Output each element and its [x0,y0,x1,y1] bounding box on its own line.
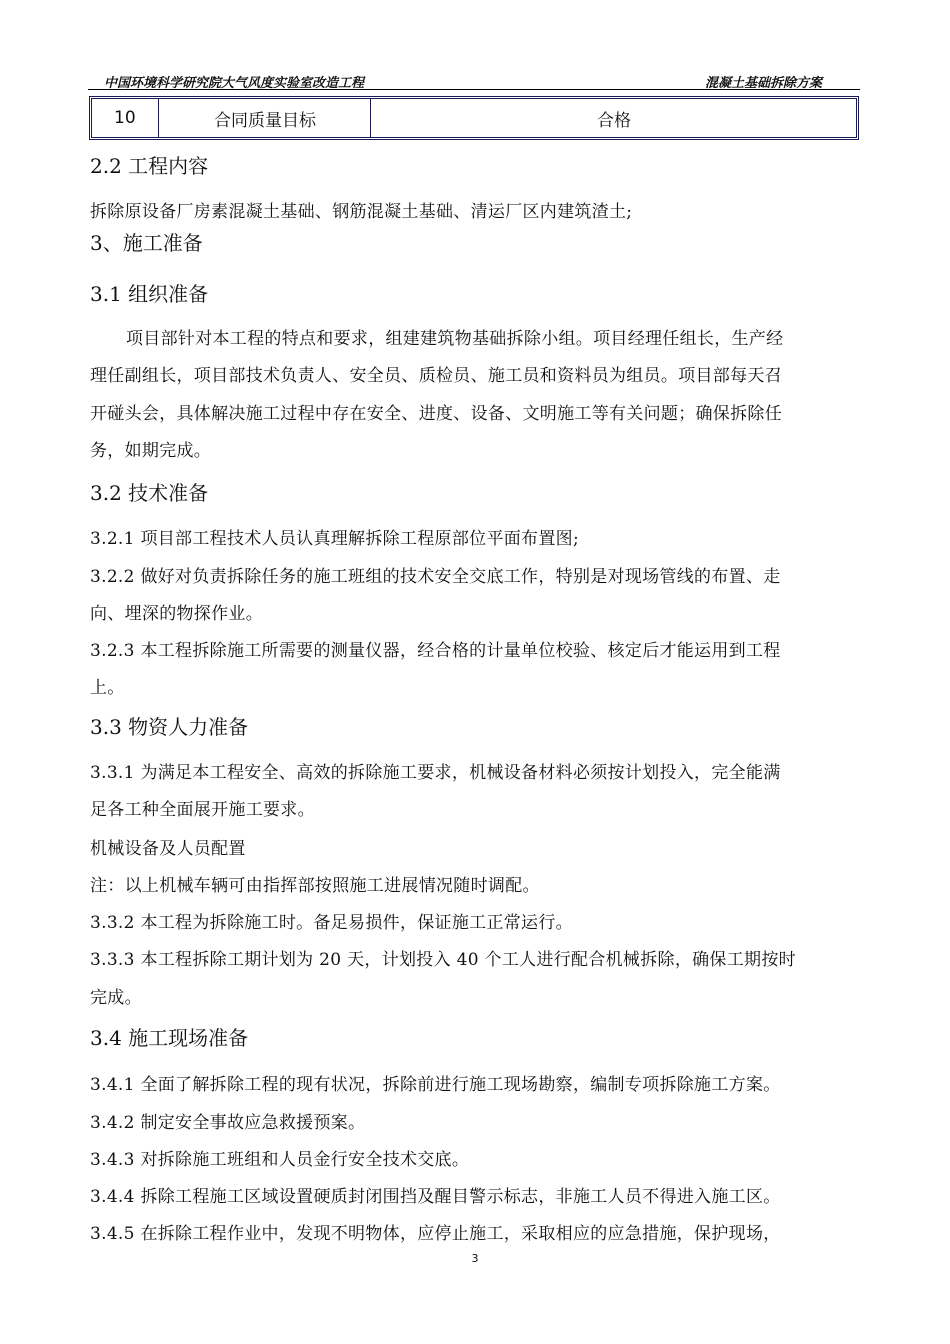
paragraph: 3.2.1 项目部工程技术人员认真理解拆除工程原部位平面布置图; [90,529,579,549]
quality-target-table [89,96,859,140]
paragraph: 注：以上机械车辆可由指挥部按照施工进展情况随时调配。 [90,876,540,896]
paragraph: 上。 [90,678,125,698]
paragraph: 理任副组长，项目部技术负责人、安全员、质检员、施工员和资料员为组员。项目部每天召 [90,366,782,386]
paragraph: 足各工种全面展开施工要求。 [90,800,315,820]
section-heading-3-2: 3.2 技术准备 [90,481,209,505]
section-heading-2-2: 2.2 工程内容 [90,154,209,178]
section-heading-3-3: 3.3 物资人力准备 [90,715,249,739]
paragraph: 向、埋深的物探作业。 [90,604,263,624]
paragraph: 3.4.3 对拆除施工班组和人员金行安全技术交底。 [90,1150,470,1170]
section-heading-3-4: 3.4 施工现场准备 [90,1026,249,1050]
paragraph: 机械设备及人员配置 [90,839,246,859]
page-number: 3 [471,1252,479,1265]
paragraph: 项目部针对本工程的特点和要求，组建建筑物基础拆除小组。项目经理任组长，生产经 [126,329,784,349]
table-cell-value: 合格 [370,99,857,137]
paragraph: 3.3.2 本工程为拆除施工时。备足易损件，保证施工正常运行。 [90,913,573,933]
paragraph: 拆除原设备厂房素混凝土基础、钢筋混凝土基础、清运厂区内建筑渣土; [90,202,633,222]
paragraph: 3.4.4 拆除工程施工区域设置硬质封闭围挡及醒目警示标志，非施工人员不得进入施工区。 [90,1187,781,1207]
paragraph: 3.3.3 本工程拆除工期计划为 20 天，计划投入 40 个工人进行配合机械拆除，确保工期按时 [90,950,796,970]
paragraph: 务，如期完成。 [90,441,212,461]
paragraph: 3.4.5 在拆除工程作业中，发现不明物体，应停止施工，采取相应的应急措施，保护现场， [90,1224,781,1244]
header-project-title: 中国环境科学研究院大气风度实验室改造工程 [104,76,365,91]
header-divider [88,89,860,90]
paragraph: 3.2.2 做好对负责拆除任务的施工班组的技术安全交底工作，特别是对现场管线的布置、走 [90,567,781,587]
header-document-title: 混凝土基础拆除方案 [704,76,822,91]
paragraph: 3.4.1 全面了解拆除工程的现有状况，拆除前进行施工现场勘察，编制专项拆除施工方案。 [90,1075,781,1095]
section-heading-3-1: 3.1 组织准备 [90,282,209,306]
paragraph: 3.4.2 制定安全事故应急救援预案。 [90,1113,366,1133]
section-heading-3: 3、施工准备 [90,231,203,255]
paragraph: 3.2.3 本工程拆除施工所需要的测量仪器，经合格的计量单位校验、核定后才能运用到工程 [90,641,781,661]
table-cell-item: 合同质量目标 [158,99,371,137]
table-cell-number: 10 [114,108,136,128]
paragraph: 开碰头会，具体解决施工过程中存在安全、进度、设备、文明施工等有关问题；确保拆除任 [90,404,782,424]
paragraph: 3.3.1 为满足本工程安全、高效的拆除施工要求，机械设备材料必须按计划投入，完全能满 [90,763,781,783]
paragraph: 完成。 [90,988,142,1008]
